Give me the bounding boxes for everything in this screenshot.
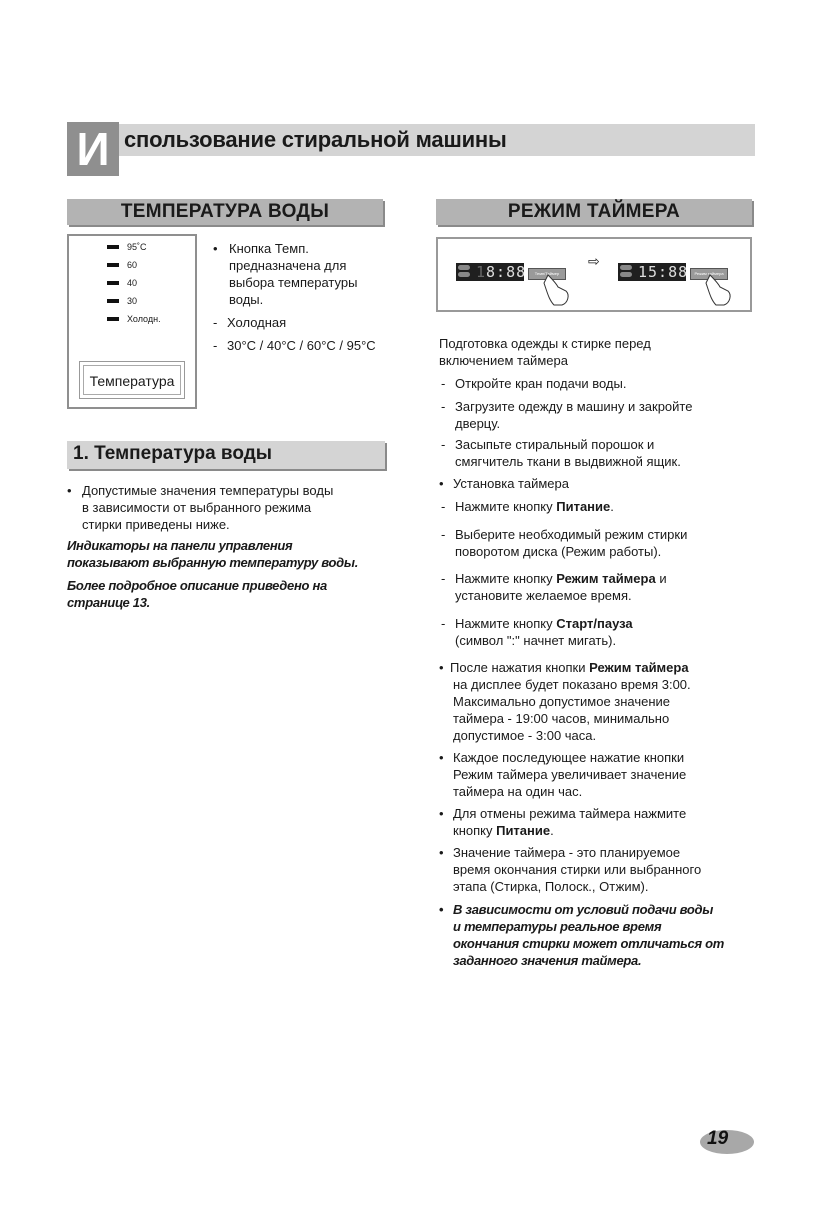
section-title-water-temp: ТЕМПЕРАТУРА ВОДЫ bbox=[67, 199, 383, 225]
pointing-hand-icon bbox=[542, 273, 572, 307]
section-title-timer: РЕЖИМ ТАЙМЕРА bbox=[436, 199, 752, 225]
temp-level-60: 60 bbox=[107, 260, 137, 270]
cancel-timer-note: Для отмены режима таймера нажмите кнопку Питание. bbox=[453, 806, 687, 838]
step-detergent: Засыпьте стиральный порошок и смягчитель ткани в выдвижной ящик. bbox=[455, 437, 681, 469]
chapter-initial: И bbox=[67, 122, 119, 176]
display-after: 15:88 bbox=[618, 263, 686, 281]
note-indicators: Индикаторы на панели управления показывают выбранную температуру воды. bbox=[67, 538, 359, 570]
step-timer-mode: Нажмите кнопку Режим таймера и установите желаемое время. bbox=[455, 571, 667, 603]
temperature-panel-illustration bbox=[67, 234, 197, 409]
each-press-note: Каждое последующее нажатие кнопки Режим таймера увеличивает значение таймера на один час. bbox=[453, 750, 687, 799]
subsection-title: 1. Температура воды bbox=[73, 443, 272, 464]
option-cold: Холодная bbox=[227, 315, 287, 330]
timer-value-note: Значение таймера - это планируемое время окончания стирки или выбранного этапа (Стирка, Полоск., Отжим). bbox=[453, 845, 702, 894]
temp-paragraph: Допустимые значения температуры воды в зависимости от выбранного режима стирки приведены ниже. bbox=[82, 483, 334, 532]
temp-level-95: 95˚C bbox=[107, 242, 147, 252]
temperature-button: Температура bbox=[79, 361, 185, 399]
temp-level-cold: Холодн. bbox=[107, 314, 161, 324]
step-select-program: Выберите необходимый режим стирки поворотом диска (Режим работы). bbox=[455, 527, 688, 559]
timer-button-left: Темп/Таймер bbox=[528, 268, 566, 280]
timer-setup-heading: Установка таймера bbox=[453, 476, 569, 491]
option-temperatures: 30°C / 40°C / 60°C / 95°C bbox=[227, 338, 376, 353]
timer-button-right: Режим таймера bbox=[690, 268, 728, 280]
timer-display-illustration bbox=[436, 237, 752, 312]
step-open-tap: Откройте кран подачи воды. bbox=[455, 376, 627, 391]
note-see-page: Более подробное описание приведено на странице 13. bbox=[67, 578, 327, 610]
arrow-icon: ⇨ bbox=[588, 253, 600, 269]
after-timer-press: После нажатия кнопки Режим таймера на дисплее будет показано время 3:00. Максимально допустимое значение таймера - 19:00 часов, минимально допустимое - 3:00 часа. bbox=[450, 660, 691, 743]
warning-note: В зависимости от условий подачи воды и температуры реальное время окончания стирки может отличаться от заданного значения таймера. bbox=[453, 902, 725, 968]
pointing-hand-icon bbox=[704, 273, 734, 307]
temp-level-40: 40 bbox=[107, 278, 137, 288]
step-load: Загрузите одежду в машину и закройте дверцу. bbox=[455, 399, 693, 431]
display-before: 18:88 bbox=[456, 263, 524, 281]
temp-level-30: 30 bbox=[107, 296, 137, 306]
page-number: 19 bbox=[707, 1128, 729, 1149]
step-power: Нажмите кнопку Питание. bbox=[455, 499, 614, 514]
page-title: спользование стиральной машины bbox=[124, 127, 507, 152]
temp-button-description: Кнопка Темп. предназначена для выбора температуры воды. bbox=[229, 241, 358, 307]
step-start-pause: Нажмите кнопку Старт/пауза (символ ":" начнет мигать). bbox=[455, 616, 633, 648]
prep-heading: Подготовка одежды к стирке перед включением таймера bbox=[439, 336, 651, 368]
